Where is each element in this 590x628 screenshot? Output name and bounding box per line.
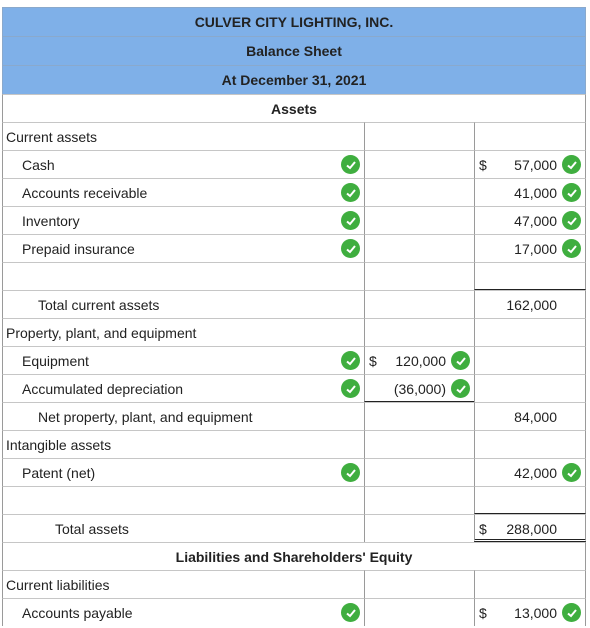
row-label: Total current assets xyxy=(38,297,160,313)
check-circle-icon xyxy=(341,603,360,622)
row-label: Prepaid insurance xyxy=(22,241,135,257)
amount-value: 13,000 xyxy=(514,605,557,621)
label-input[interactable] xyxy=(2,206,364,234)
amount-value: (36,000) xyxy=(393,381,446,397)
balance-sheet xyxy=(2,7,586,626)
check-circle-icon xyxy=(562,155,581,174)
label-input[interactable] xyxy=(2,346,364,374)
dollar-sign: $ xyxy=(479,521,487,537)
amount-input[interactable] xyxy=(364,206,474,234)
table-row xyxy=(2,262,586,290)
check-circle-icon xyxy=(451,351,470,370)
row-label: Cash xyxy=(22,157,55,173)
label-input[interactable] xyxy=(2,178,364,206)
table-row xyxy=(2,178,586,206)
table-row xyxy=(2,374,586,402)
dollar-sign: $ xyxy=(479,157,487,173)
label-input[interactable] xyxy=(2,234,364,262)
table-row xyxy=(2,486,586,514)
check-circle-icon xyxy=(341,463,360,482)
check-circle-icon xyxy=(562,211,581,230)
row-label: Net property, plant, and equipment xyxy=(38,409,253,425)
table-row xyxy=(2,430,586,458)
row-label: Current liabilities xyxy=(6,577,110,593)
amount-input[interactable] xyxy=(364,402,474,430)
row-label: Accumulated depreciation xyxy=(22,381,184,397)
amount-value: 120,000 xyxy=(395,353,446,369)
amount-input[interactable] xyxy=(474,290,586,318)
amount-value: 288,000 xyxy=(506,521,557,537)
assets-heading: Assets xyxy=(2,94,586,122)
check-circle-icon xyxy=(341,239,360,258)
statement-date: At December 31, 2021 xyxy=(2,65,586,94)
amount-input[interactable] xyxy=(364,178,474,206)
amount-input[interactable] xyxy=(364,346,474,374)
amount-input[interactable] xyxy=(474,234,586,262)
amount-input[interactable] xyxy=(474,150,586,178)
row-label: Total assets xyxy=(55,521,129,537)
label-input[interactable] xyxy=(2,486,364,514)
row-label: Patent (net) xyxy=(22,465,96,481)
table-row xyxy=(2,122,586,150)
check-circle-icon xyxy=(562,183,581,202)
check-circle-icon xyxy=(341,351,360,370)
table-row xyxy=(2,206,586,234)
amount-value: 17,000 xyxy=(514,241,557,257)
amount-input[interactable] xyxy=(474,206,586,234)
row-label: Current assets xyxy=(6,129,98,145)
check-circle-icon xyxy=(341,183,360,202)
table-row xyxy=(2,318,586,346)
amount-input[interactable] xyxy=(474,598,586,626)
dollar-sign: $ xyxy=(369,353,377,369)
liabilities-heading: Liabilities and Shareholders' Equity xyxy=(2,542,586,570)
amount-value: 57,000 xyxy=(514,157,557,173)
row-label: Accounts payable xyxy=(22,605,133,621)
check-circle-icon xyxy=(562,603,581,622)
amount-input[interactable] xyxy=(474,402,586,430)
check-circle-icon xyxy=(451,379,470,398)
amount-input[interactable] xyxy=(364,598,474,626)
row-label: Equipment xyxy=(22,353,89,369)
check-circle-icon xyxy=(341,155,360,174)
amount-value: 41,000 xyxy=(514,185,557,201)
statement-title: Balance Sheet xyxy=(2,36,586,65)
row-label: Accounts receivable xyxy=(22,185,148,201)
table-row xyxy=(2,458,586,486)
amount-value: 162,000 xyxy=(506,297,557,313)
check-circle-icon xyxy=(341,379,360,398)
amount-input[interactable] xyxy=(474,262,586,290)
amount-input[interactable] xyxy=(474,514,586,542)
table-row xyxy=(2,402,586,430)
amount-input[interactable] xyxy=(474,178,586,206)
amount-value: 47,000 xyxy=(514,213,557,229)
amount-value: 42,000 xyxy=(514,465,557,481)
amount-input[interactable] xyxy=(474,346,586,374)
table-row xyxy=(2,514,586,542)
amount-input[interactable] xyxy=(364,150,474,178)
amount-input[interactable] xyxy=(474,458,586,486)
table-row xyxy=(2,346,586,374)
table-row xyxy=(2,290,586,318)
check-circle-icon xyxy=(341,211,360,230)
row-label: Property, plant, and equipment xyxy=(6,325,197,341)
table-row xyxy=(2,234,586,262)
amount-input[interactable] xyxy=(364,234,474,262)
company-name: CULVER CITY LIGHTING, INC. xyxy=(2,7,586,36)
table-row xyxy=(2,570,586,598)
label-input[interactable] xyxy=(2,150,364,178)
row-label: Inventory xyxy=(22,213,80,229)
amount-input[interactable] xyxy=(364,374,474,402)
label-input[interactable] xyxy=(2,598,364,626)
table-row xyxy=(2,150,586,178)
check-circle-icon xyxy=(562,239,581,258)
amount-input[interactable] xyxy=(364,458,474,486)
amount-input[interactable] xyxy=(474,486,586,514)
amount-input[interactable] xyxy=(364,486,474,514)
amount-input[interactable] xyxy=(364,262,474,290)
check-circle-icon xyxy=(562,463,581,482)
table-row xyxy=(2,598,586,626)
label-input[interactable] xyxy=(2,262,364,290)
amount-value: 84,000 xyxy=(514,409,557,425)
amount-input[interactable] xyxy=(474,374,586,402)
dollar-sign: $ xyxy=(479,605,487,621)
label-input[interactable] xyxy=(2,458,364,486)
row-label: Intangible assets xyxy=(6,437,112,453)
label-input[interactable] xyxy=(2,374,364,402)
